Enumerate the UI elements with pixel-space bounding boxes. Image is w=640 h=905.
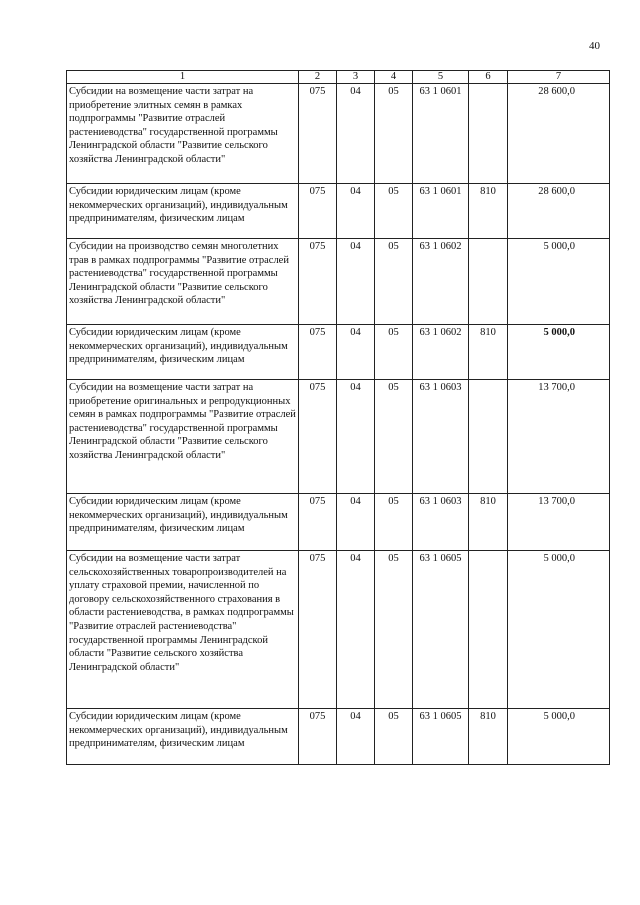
row-target-article: 63 1 0603 (413, 494, 469, 551)
row-expense-type (469, 239, 508, 325)
row-description: Субсидии на возмещение части затрат сельскохозяйственных товаропроизводителей на уплату страховой премии, начисленной по договору сельскохозяйственного страхования в области растениеводства, в рамках подпрограммы "Развитие отраслей растениеводства" государственной программы Ленинградской области "Развитие сельского хозяйства Ленинградской области" (67, 551, 299, 709)
row-subsection: 05 (375, 325, 413, 380)
row-amount: 28 600,0 (508, 184, 610, 239)
row-subsection: 05 (375, 494, 413, 551)
row-subsection: 05 (375, 709, 413, 765)
row-expense-type (469, 380, 508, 494)
row-section: 04 (337, 380, 375, 494)
row-admin-code: 075 (299, 239, 337, 325)
row-section: 04 (337, 84, 375, 184)
row-subsection: 05 (375, 84, 413, 184)
row-subsection: 05 (375, 380, 413, 494)
row-description: Субсидии юридическим лицам (кроме некоммерческих организаций), индивидуальным предпринимателям, физическим лицам (67, 325, 299, 380)
row-admin-code: 075 (299, 325, 337, 380)
row-admin-code: 075 (299, 494, 337, 551)
row-target-article: 63 1 0602 (413, 239, 469, 325)
col-header-7: 7 (508, 71, 610, 84)
page-number: 40 (589, 40, 600, 52)
row-target-article: 63 1 0602 (413, 325, 469, 380)
row-expense-type (469, 551, 508, 709)
header-row (67, 71, 610, 84)
row-description: Субсидии юридическим лицам (кроме некоммерческих организаций), индивидуальным предпринимателям, физическим лицам (67, 709, 299, 765)
row-amount: 5 000,0 (508, 709, 610, 765)
row-target-article: 63 1 0603 (413, 380, 469, 494)
table-row (67, 84, 610, 184)
row-description: Субсидии юридическим лицам (кроме некоммерческих организаций), индивидуальным предпринимателям, физическим лицам (67, 184, 299, 239)
col-header-2: 2 (299, 71, 337, 84)
budget-table (66, 70, 610, 765)
table-row (67, 184, 610, 239)
row-expense-type: 810 (469, 709, 508, 765)
row-expense-type: 810 (469, 494, 508, 551)
table-row (67, 325, 610, 380)
row-amount: 5 000,0 (508, 551, 610, 709)
row-admin-code: 075 (299, 709, 337, 765)
row-amount: 28 600,0 (508, 84, 610, 184)
row-amount: 13 700,0 (508, 380, 610, 494)
row-section: 04 (337, 709, 375, 765)
table-row (67, 551, 610, 709)
col-header-3: 3 (337, 71, 375, 84)
row-subsection: 05 (375, 239, 413, 325)
row-admin-code: 075 (299, 84, 337, 184)
row-section: 04 (337, 239, 375, 325)
row-section: 04 (337, 325, 375, 380)
table-row (67, 494, 610, 551)
row-section: 04 (337, 184, 375, 239)
row-subsection: 05 (375, 184, 413, 239)
table-row (67, 239, 610, 325)
row-target-article: 63 1 0605 (413, 551, 469, 709)
table-row (67, 709, 610, 765)
col-header-4: 4 (375, 71, 413, 84)
row-description: Субсидии юридическим лицам (кроме некоммерческих организаций), индивидуальным предпринимателям, физическим лицам (67, 494, 299, 551)
row-admin-code: 075 (299, 380, 337, 494)
row-target-article: 63 1 0601 (413, 84, 469, 184)
row-target-article: 63 1 0605 (413, 709, 469, 765)
row-amount: 5 000,0 (508, 325, 610, 380)
row-description: Субсидии на возмещение части затрат на приобретение оригинальных и репродукционных семян в рамках подпрограммы "Развитие отраслей растениеводства" государственной программы Ленинградской области "Развитие сельского хозяйства Ленинградской области" (67, 380, 299, 494)
table-row (67, 380, 610, 494)
row-amount: 5 000,0 (508, 239, 610, 325)
row-description: Субсидии на производство семян многолетних трав в рамках подпрограммы "Развитие отраслей растениеводства" государственной программы Ленинградской области "Развитие сельского хозяйства Ленинградской области" (67, 239, 299, 325)
row-admin-code: 075 (299, 551, 337, 709)
row-subsection: 05 (375, 551, 413, 709)
row-target-article: 63 1 0601 (413, 184, 469, 239)
col-header-6: 6 (469, 71, 508, 84)
row-section: 04 (337, 494, 375, 551)
row-expense-type: 810 (469, 325, 508, 380)
col-header-5: 5 (413, 71, 469, 84)
row-section: 04 (337, 551, 375, 709)
row-amount: 13 700,0 (508, 494, 610, 551)
row-description: Субсидии на возмещение части затрат на приобретение элитных семян в рамках подпрограммы "Развитие отраслей растениеводства" государственной программы Ленинградской области "Развитие сельского хозяйства Ленинградской области" (67, 84, 299, 184)
row-expense-type: 810 (469, 184, 508, 239)
row-expense-type (469, 84, 508, 184)
col-header-1: 1 (67, 71, 299, 84)
row-admin-code: 075 (299, 184, 337, 239)
